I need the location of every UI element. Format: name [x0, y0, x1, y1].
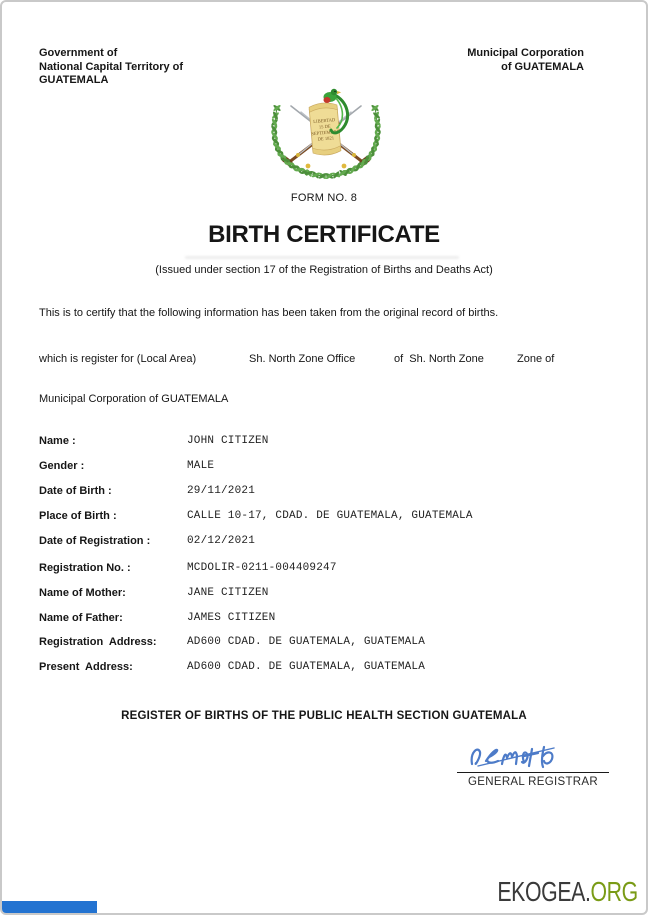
- field-label: Date of Birth :: [39, 485, 112, 497]
- field-value: 29/11/2021: [187, 485, 256, 497]
- field-label: Name of Father:: [39, 612, 123, 624]
- scroll-text-line: 15 DE: [318, 123, 331, 130]
- bottom-blue-bar: [2, 901, 97, 913]
- register-office-value: Sh. North Zone Office: [249, 353, 356, 365]
- issuer-left-line: National Capital Territory of: [39, 60, 184, 73]
- field-value: AD600 CDAD. DE GUATEMALA, GUATEMALA: [187, 636, 426, 648]
- guatemala-coat-of-arms-icon: [261, 82, 391, 180]
- certify-statement: This is to certify that the following information has been taken from the original record of births.: [39, 307, 499, 319]
- field-value: AD600 CDAD. DE GUATEMALA, GUATEMALA: [187, 661, 426, 673]
- field-value: JOHN CITIZEN: [187, 435, 269, 447]
- scroll-text-line: LIBERTAD: [313, 117, 336, 124]
- document-title: BIRTH CERTIFICATE: [208, 221, 440, 248]
- issuer-left-block: [39, 47, 183, 88]
- field-value: CALLE 10-17, CDAD. DE GUATEMALA, GUATEMALA: [187, 510, 473, 522]
- registrar-signature: [464, 740, 604, 776]
- field-father-name: [2, 612, 646, 628]
- signatory-title: GENERAL REGISTRAR: [468, 776, 598, 788]
- register-of-births-heading: REGISTER OF BIRTHS OF THE PUBLIC HEALTH SECTION GUATEMALA: [121, 710, 527, 722]
- register-zone-of-label: Zone of: [517, 353, 555, 365]
- field-value: JANE CITIZEN: [187, 587, 269, 599]
- field-mother-name: [2, 587, 646, 603]
- field-label: Name of Mother:: [39, 587, 126, 599]
- scan-smudge: [185, 256, 459, 259]
- document-subtitle: (Issued under section 17 of the Registration of Births and Deaths Act): [155, 264, 493, 276]
- issuer-right-line: of GUATEMALA: [501, 60, 584, 73]
- field-value: MALE: [187, 460, 215, 472]
- scroll-text-line: DE 1821: [317, 135, 335, 142]
- field-present-address: [2, 661, 646, 677]
- scroll: [309, 102, 342, 156]
- field-gender: [2, 460, 646, 476]
- field-label: Registration Address:: [39, 636, 157, 648]
- issuer-right-line: Municipal Corporation: [467, 47, 584, 59]
- form-number: FORM NO. 8: [290, 192, 358, 204]
- field-place-of-birth: [2, 510, 646, 526]
- ekogea-watermark: [498, 876, 638, 908]
- municipal-corporation-line: Municipal Corporation of GUATEMALA: [39, 393, 229, 405]
- field-date-of-birth: [2, 485, 646, 501]
- register-zone-value: of Sh. North Zone: [394, 353, 484, 365]
- field-label: Gender :: [39, 460, 85, 472]
- field-label: Present Address:: [39, 661, 133, 673]
- register-for-label: which is register for (Local Area): [39, 353, 197, 365]
- field-value: 02/12/2021: [187, 535, 256, 547]
- field-registration-no: [2, 562, 646, 578]
- field-value: MCDOLIR-0211-004409247: [187, 562, 337, 574]
- field-label: Place of Birth :: [39, 510, 117, 522]
- field-label: Name :: [39, 435, 76, 447]
- field-registration-address: [2, 636, 646, 652]
- field-name: [2, 435, 646, 451]
- field-value: JAMES CITIZEN: [187, 612, 276, 624]
- issuer-right-block: [467, 47, 584, 74]
- field-date-of-registration: [2, 535, 646, 551]
- scroll-text-line: SEPTIEMBRE: [311, 128, 340, 137]
- issuer-left-line: Government of: [39, 47, 118, 59]
- watermark-tld: ORG: [590, 876, 638, 907]
- watermark-name: EKOGEA.: [497, 876, 591, 907]
- field-label: Date of Registration :: [39, 535, 151, 547]
- field-label: Registration No. :: [39, 562, 131, 574]
- issuer-left-line: GUATEMALA: [39, 74, 109, 86]
- signature-line: [457, 772, 609, 773]
